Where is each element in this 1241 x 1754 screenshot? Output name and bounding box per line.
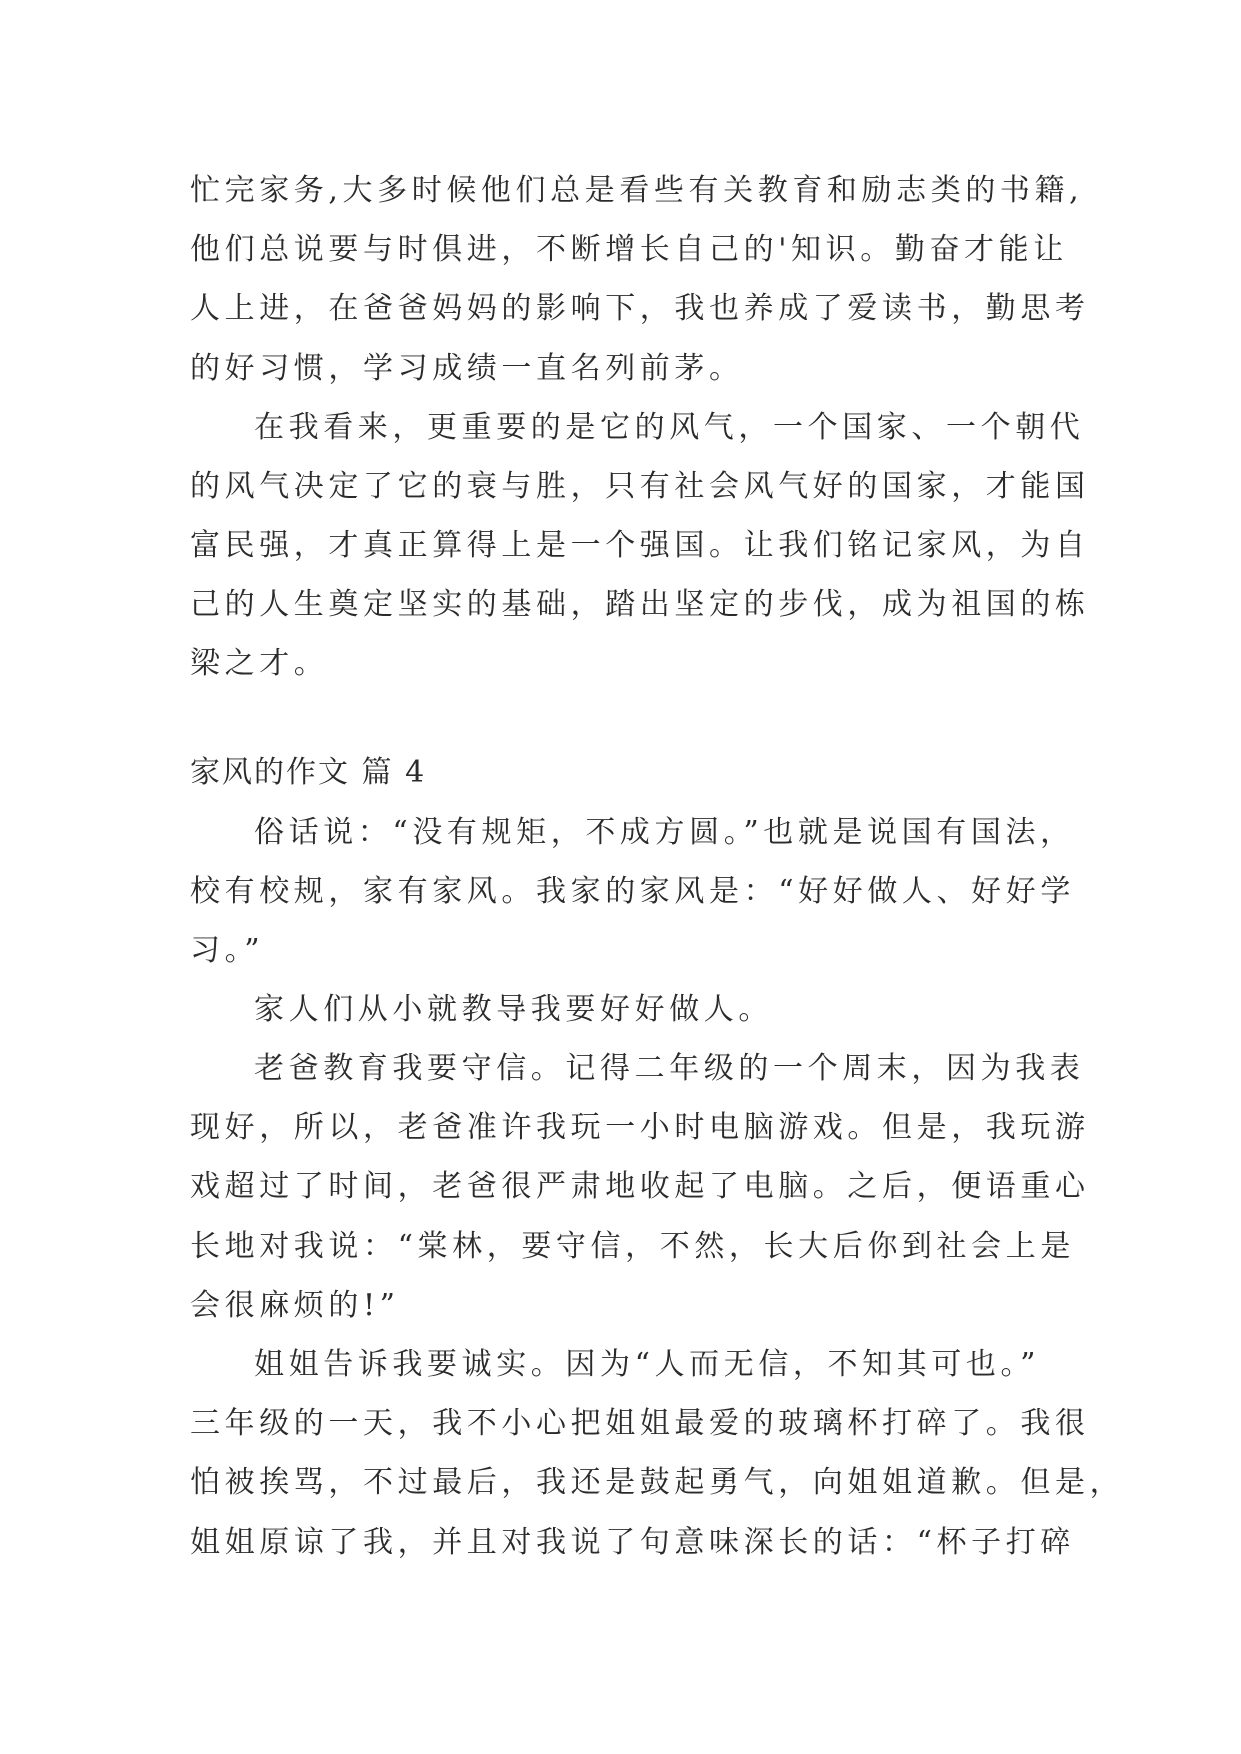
paragraph-line: 姐姐原谅了我，并且对我说了句意味深长的话：“杯子打碎 bbox=[190, 1525, 1075, 1560]
paragraph-line: 现好，所以，老爸准许我玩一小时电脑游戏。但是，我玩游 bbox=[190, 1110, 1090, 1145]
paragraph-line: 家人们从小就教导我要好好做人。 bbox=[254, 992, 773, 1027]
paragraph-line: 怕被挨骂，不过最后，我还是鼓起勇气，向姐姐道歉。但是， bbox=[190, 1465, 1125, 1500]
paragraph-line: 会很麻烦的!” bbox=[190, 1288, 400, 1323]
paragraph-line: 的风气决定了它的衰与胜，只有社会风气好的国家，才能国 bbox=[190, 469, 1090, 504]
paragraph-line: 己的人生奠定坚实的基础，踏出坚定的步伐，成为祖国的栋 bbox=[190, 587, 1090, 622]
paragraph-line: 在我看来，更重要的是它的风气，一个国家、一个朝代 bbox=[254, 410, 1085, 445]
paragraph-line: 的好习惯，学习成绩一直名列前茅。 bbox=[190, 351, 744, 386]
paragraph-line: 校有校规，家有家风。我家的家风是：“好好做人、好好学 bbox=[190, 874, 1075, 909]
paragraph-line: 梁之才。 bbox=[190, 646, 329, 681]
paragraph-line: 忙完家务,大多时候他们总是看些有关教育和励志类的书籍, bbox=[190, 173, 1084, 208]
paragraph-line: 俗话说：“没有规矩，不成方圆。”也就是说国有国法， bbox=[254, 815, 1075, 850]
section-heading: 家风的作文 篇 4 bbox=[190, 755, 427, 790]
paragraph-line: 三年级的一天，我不小心把姐姐最爱的玻璃杯打碎了。我很 bbox=[190, 1406, 1090, 1441]
paragraph-line: 长地对我说：“棠林，要守信，不然，长大后你到社会上是 bbox=[190, 1229, 1075, 1264]
paragraph-line: 姐姐告诉我要诚实。因为“人而无信，不知其可也。” bbox=[254, 1347, 1041, 1382]
paragraph-line: 人上进，在爸爸妈妈的影响下，我也养成了爱读书，勤思考 bbox=[190, 291, 1090, 326]
paragraph-line: 富民强，才真正算得上是一个强国。让我们铭记家风，为自 bbox=[190, 528, 1090, 563]
paragraph-line: 习。” bbox=[190, 933, 265, 968]
paragraph-line: 老爸教育我要守信。记得二年级的一个周末，因为我表 bbox=[254, 1051, 1085, 1086]
paragraph-line: 戏超过了时间，老爸很严肃地收起了电脑。之后，便语重心 bbox=[190, 1169, 1090, 1204]
paragraph-line: 他们总说要与时俱进，不断增长自己的'知识。勤奋才能让 bbox=[190, 232, 1068, 267]
